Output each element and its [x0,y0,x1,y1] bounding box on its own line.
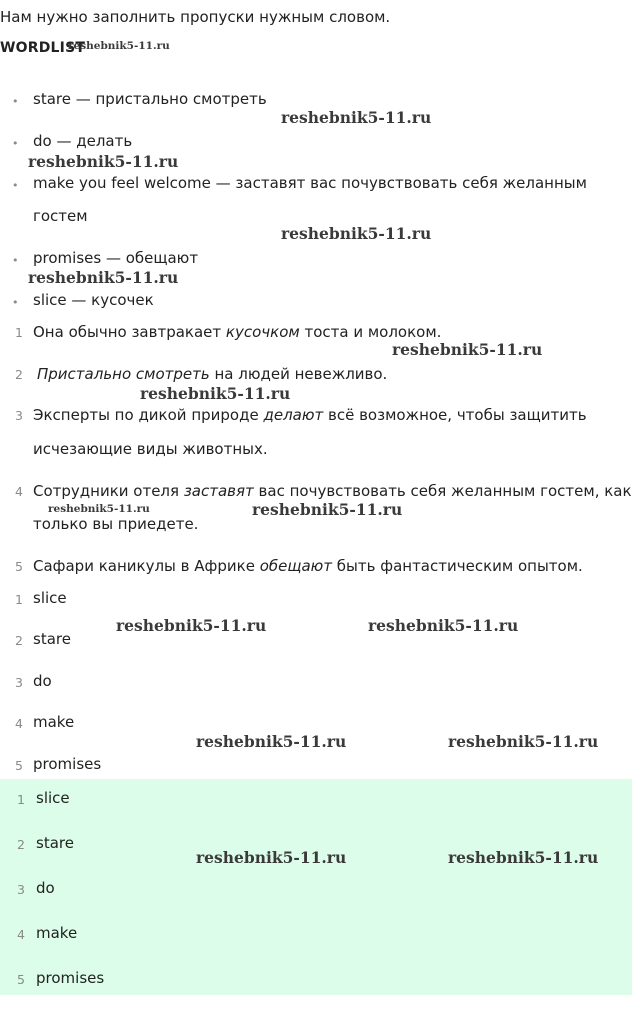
watermark: reshebnik5-11.ru [28,268,179,287]
bullet-icon: • [12,179,19,192]
watermark: reshebnik5-11.ru [368,616,519,635]
watermark: reshebnik5-11.ru [392,340,543,359]
answer-word: promises [33,755,102,773]
answer-word: do [33,672,52,690]
wordlist-item: do — делать [33,132,133,150]
bullet-icon: • [12,137,19,150]
answer-word: make [33,713,75,731]
sentence-text: Пристально смотреть на людей невежливо. [37,365,388,383]
sentence-text: Эксперты по дикой природе делают всё возможное, чтобы защитить [33,406,587,424]
wordlist-item: stare — пристально смотреть [33,90,267,108]
wordlist-item: slice — кусочек [33,291,154,309]
sentence-text: Сафари каникулы в Африке обещают быть фантастическим опытом. [33,557,583,575]
answer-word: stare [33,630,71,648]
answer-word: stare [36,834,74,852]
answer-word: do [36,879,55,897]
watermark: reshebnik5-11.ru [196,848,347,867]
bullet-icon: • [12,95,19,108]
answer-number: 2 [17,837,25,852]
sentence-number: 5 [15,559,23,574]
watermark: reshebnik5-11.ru [48,503,150,515]
answer-word: slice [33,589,67,607]
sentence-text: Она обычно завтракает кусочком тоста и молоком. [33,323,442,341]
watermark: reshebnik5-11.ru [68,40,170,52]
wordlist-item-continuation: гостем [33,207,88,225]
highlighted-word: Пристально смотреть [37,365,210,383]
watermark: reshebnik5-11.ru [116,616,267,635]
answer-highlight-box [0,779,632,995]
instruction-text: Нам нужно заполнить пропуски нужным словом. [0,8,391,26]
wordlist-title: WORDLIST [0,40,86,56]
answer-number: 1 [17,792,25,807]
watermark: reshebnik5-11.ru [281,224,432,243]
sentence-number: 4 [15,484,23,499]
watermark: reshebnik5-11.ru [448,848,599,867]
answer-number: 3 [15,675,23,690]
answer-number: 2 [15,633,23,648]
highlighted-word: кусочком [225,323,300,341]
sentence-number: 1 [15,325,23,340]
answer-word: slice [36,789,70,807]
answer-number: 4 [15,716,23,731]
answer-number: 5 [15,758,23,773]
watermark: reshebnik5-11.ru [448,732,599,751]
answer-number: 3 [17,882,25,897]
sentence-number: 2 [15,367,23,382]
watermark: reshebnik5-11.ru [196,732,347,751]
highlighted-word: обещают [259,557,333,575]
watermark: reshebnik5-11.ru [281,108,432,127]
answer-word: promises [36,969,105,987]
highlighted-word: заставят [183,482,254,500]
watermark: reshebnik5-11.ru [140,384,291,403]
answer-number: 5 [17,972,25,987]
watermark: reshebnik5-11.ru [28,152,179,171]
watermark: reshebnik5-11.ru [252,500,403,519]
wordlist-item: promises — обещают [33,249,199,267]
sentence-number: 3 [15,408,23,423]
answer-word: make [36,924,78,942]
bullet-icon: • [12,254,19,267]
highlighted-word: делают [263,406,324,424]
answer-number: 1 [15,592,23,607]
wordlist-item: make you feel welcome — заставят вас почувствовать себя желанным [33,174,587,192]
bullet-icon: • [12,296,19,309]
sentence-text: Сотрудники отеля заставят вас почувствовать себя желанным гостем, как [33,482,632,500]
answer-number: 4 [17,927,25,942]
sentence-text-continuation: только вы приедете. [33,515,199,533]
sentence-text-continuation: исчезающие виды животных. [33,440,268,458]
